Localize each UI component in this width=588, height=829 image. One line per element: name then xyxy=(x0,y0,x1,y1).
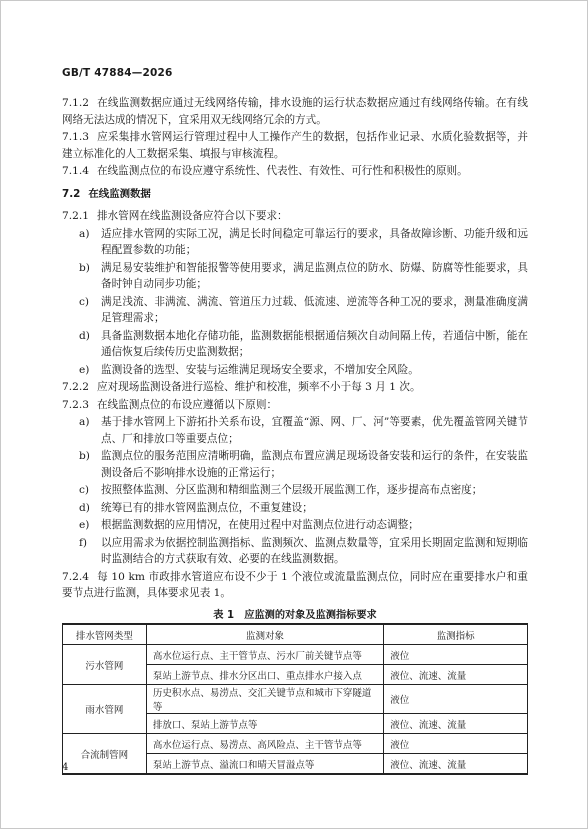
section-heading xyxy=(62,186,528,203)
clause-text: 应对现场监测设备进行巡检、维护和校准，频率不小于每 3 月 1 次。 xyxy=(96,381,421,393)
clause-number: 7.1.2 xyxy=(62,97,89,109)
table-row xyxy=(63,685,528,714)
clause-7-2-4 xyxy=(62,569,528,602)
list-item xyxy=(62,448,528,481)
clause-text: 每 10 km 市政排水管道应布设不少于 1 个液位或流量监测点位，同时应在重要排水户和重要节点进行监测，具体要求见表 1。 xyxy=(62,570,528,599)
clause-7-1-2 xyxy=(62,95,528,128)
monitoring-table xyxy=(62,623,528,775)
list-text: 满足易安装维护和智能报警等使用要求，满足监测点位的防水、防爆、防腐等性能要求，具备时钟自动同步功能； xyxy=(101,261,528,290)
list-item xyxy=(62,482,528,499)
list-marker: c) xyxy=(79,295,90,308)
column-header: 监测对象 xyxy=(146,624,383,645)
list-marker: b) xyxy=(79,261,90,274)
list-text: 监测点位的服务范围应清晰明确，监测点布置应满足现场设备安装和运行的条件，在安装监测设备后不影响排水设施的正常运行； xyxy=(101,450,528,479)
page-number: 4 xyxy=(62,762,69,773)
network-type-cell: 污水管网 xyxy=(63,645,147,685)
table-header-row xyxy=(63,624,528,645)
section-title: 在线监测数据 xyxy=(88,187,151,200)
list-text: 适应排水管网的实际工况，满足长时间稳定可靠运行的要求，具备故障诊断、功能升级和远程配置参数的功能； xyxy=(101,227,528,256)
list-marker: c) xyxy=(79,484,90,496)
list-text: 满足浅流、非满流、满流、管道压力过载、低流速、逆流等各种工况的要求，测量准确度满足管理需求； xyxy=(101,295,528,324)
section-number: 7.2 xyxy=(62,187,81,200)
network-type-cell: 雨水管网 xyxy=(63,685,147,734)
clause-7-1-4 xyxy=(62,163,528,180)
list-marker: b) xyxy=(79,450,90,462)
indicator-cell: 液位 xyxy=(384,734,528,754)
list-item xyxy=(62,535,528,568)
list-text: 统筹已有的排水管网监测点位，不重复建设； xyxy=(101,501,313,514)
clause-text: 在线监测点位的布设应遵循以下原则： xyxy=(96,398,278,411)
indicator-cell: 液位、流速、流量 xyxy=(384,714,528,734)
object-cell: 高水位运行点、易涝点、高风险点、主干管节点等 xyxy=(146,734,383,754)
body-content xyxy=(62,95,528,634)
indicator-cell: 液位 xyxy=(384,645,528,665)
clause-7-1-3 xyxy=(62,129,528,162)
list-text: 根据监测数据的应用情况，在使用过程中对监测点位进行动态调整； xyxy=(101,519,419,531)
list-item xyxy=(62,362,528,379)
clause-text: 应采集排水管网运行管理过程中人工操作产生的数据，包括作业记录、水质化验数据等，并建立标准化的人工数据采集、填报与审核流程。 xyxy=(62,131,528,160)
table-title: 表 1 应监测的对象及监测指标要求 xyxy=(213,609,377,621)
clause-text: 排水管网在线监测设备应符合以下要求： xyxy=(96,210,288,222)
clause-7-2-1 xyxy=(62,208,528,225)
object-cell: 泵站上游节点、排水分区出口、重点排水户接入点 xyxy=(146,665,383,685)
table-row xyxy=(63,645,528,665)
list-item xyxy=(62,500,528,517)
clause-number: 7.2.3 xyxy=(62,398,89,411)
list-marker: a) xyxy=(79,416,90,428)
object-cell: 历史积水点、易涝点、交汇关键节点和城市下穿隧道等 xyxy=(146,685,383,714)
clause-number: 7.2.1 xyxy=(62,210,89,222)
clause-text: 在线监测数据应通过无线网络传输，排水设施的运行状态数据应通过有线网络传输。在有线网络无法达成的情况下，宜采用双无线网络冗余的方式。 xyxy=(62,97,528,126)
list-text: 以应用需求为依据控制监测指标、监测频次、监测点数量等，宜采用长期固定监测和短期临时监测结合的方式获取有效、必要的在线监测数据。 xyxy=(101,536,528,565)
list-text: 具备监测数据本地化存储功能，监测数据能根据通信频次自动间隔上传，若通信中断，能在通信恢复后续传历史监测数据； xyxy=(101,329,528,358)
standard-number: GB/T 47884—2026 xyxy=(62,67,173,79)
list-text: 基于排水管网上下游拓扑关系布设，宜覆盖“源、网、厂、河”等要素，优先覆盖管网关键节点、厂和排放口等重要点位； xyxy=(101,416,528,445)
clause-7-2-3 xyxy=(62,397,528,414)
indicator-cell: 液位 xyxy=(384,685,528,714)
list-text: 按照整体监测、分区监测和精细监测三个层级开展监测工作，逐步提高布点密度； xyxy=(101,484,483,496)
clause-number: 7.1.3 xyxy=(62,131,89,143)
list-item xyxy=(62,517,528,534)
list-item xyxy=(62,260,528,293)
list-item xyxy=(62,414,528,447)
list-marker: a) xyxy=(79,227,90,240)
clause-number: 7.2.2 xyxy=(62,381,89,393)
column-header: 监测指标 xyxy=(384,624,528,645)
indicator-cell: 液位、流速、流量 xyxy=(384,665,528,685)
list-marker: e) xyxy=(79,519,90,531)
column-header: 排水管网类型 xyxy=(63,624,147,645)
network-type-cell: 合流制管网 xyxy=(63,734,147,775)
list-marker: d) xyxy=(79,329,90,342)
list-item xyxy=(62,328,528,361)
list-item xyxy=(62,294,528,327)
clause-7-2-2 xyxy=(62,379,528,396)
list-marker: f) xyxy=(79,536,88,549)
clause-number: 7.2.4 xyxy=(62,570,89,583)
clause-number: 7.1.4 xyxy=(62,165,89,177)
object-cell: 泵站上游节点、溢流口和晴天冒溢点等 xyxy=(146,754,383,775)
table-row xyxy=(63,734,528,754)
list-marker: e) xyxy=(79,363,90,376)
indicator-cell: 液位、流速、流量 xyxy=(384,754,528,775)
object-cell: 高水位运行点、主干管节点、污水厂前关键节点等 xyxy=(146,645,383,665)
list-text: 监测设备的选型、安装与运维满足现场安全要求，不增加安全风险。 xyxy=(101,363,419,376)
list-item xyxy=(62,226,528,259)
clause-text: 在线监测点位的布设应遵守系统性、代表性、有效性、可行性和积极性的原则。 xyxy=(96,165,468,177)
object-cell: 排放口、泵站上游节点等 xyxy=(146,714,383,734)
list-marker: d) xyxy=(79,501,90,514)
